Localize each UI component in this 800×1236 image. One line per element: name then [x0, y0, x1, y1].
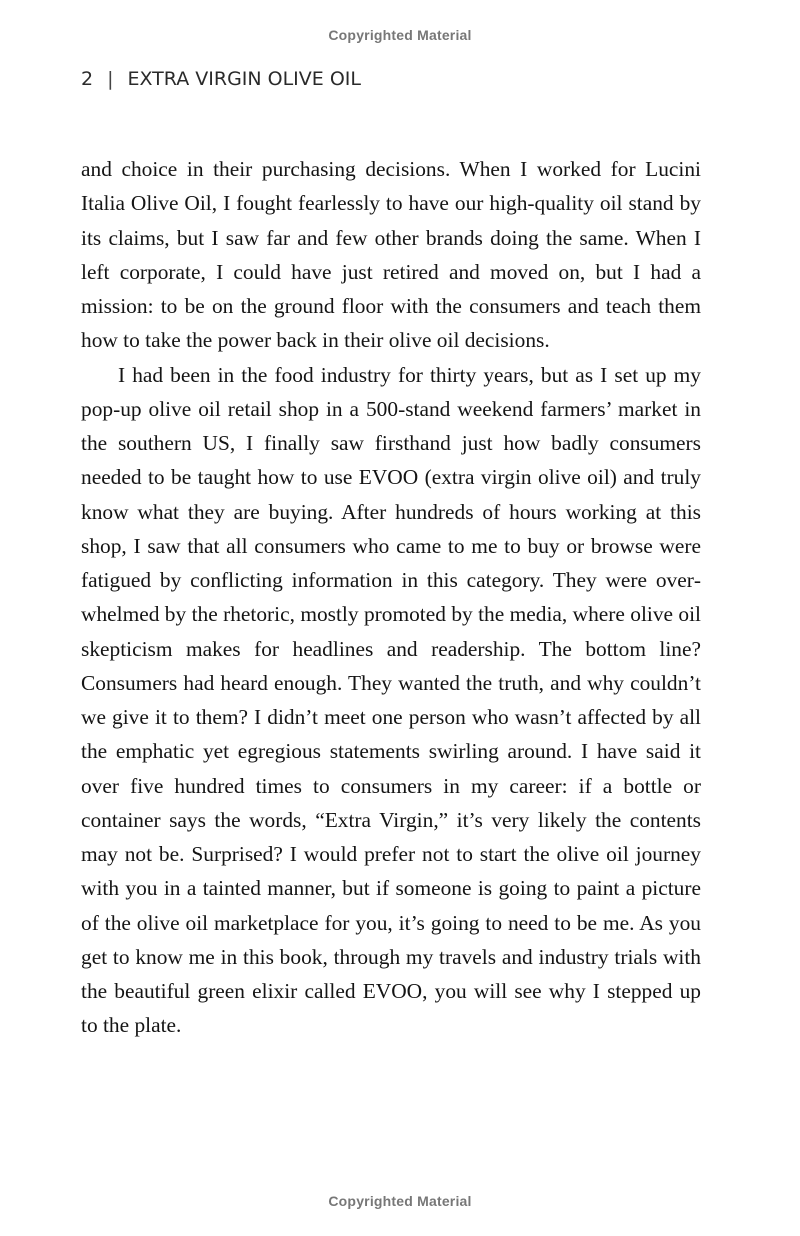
copyright-watermark-top: Copyrighted Material: [328, 27, 472, 43]
page-number: 2: [81, 68, 94, 90]
paragraph: I had been in the food industry for thirty years, but as I set up my pop-up olive oil retail shop in a 500-stand weekend farmers’ market in the southern US, I finally saw firsthand just how badly consumers needed to be taught how to use EVOO (extra virgin olive oil) and truly know what they are buying. After hundreds of hours working at this shop, I saw that all consumers who came to me to buy or browse were fatigued by conflicting information in this category. They were overwhelmed by the rhetoric, mostly promoted by the media, where olive oil skepticism makes for headlines and readership. The bottom line? Consumers had heard enough. They wanted the truth, and why couldn’t we give it to them? I didn’t meet one person who wasn’t affected by all the emphatic yet egregious statements swirling around. I have said it over five hundred times to consumers in my career: if a bottle or container says the words, “Extra Virgin,” it’s very likely the contents may not be. Surprised? I would prefer not to start the olive oil journey with you in a tainted manner, but if someone is going to paint a picture of the olive oil marketplace for you, it’s going to need to be me. As you get to know me in this book, through my travels and industry trials with the beautiful green elixir called EVOO, you will see why I stepped up to the plate.: [81, 362, 701, 1038]
paragraph-continued: and choice in their purchasing decisions. When I worked for Lucini Italia Olive Oil, I fought fearlessly to have our high-quality oil stand by its claims, but I saw far and few other brands doing the same. When I left corporate, I could have just retired and moved on, but I had a mission: to be on the ground floor with the consumers and teach them how to take the power back in their olive oil decisions.: [81, 157, 701, 353]
running-header: [81, 68, 361, 90]
book-title: EXTRA VIRGIN OLIVE OIL: [127, 68, 361, 90]
header-separator: |: [107, 68, 114, 90]
copyright-watermark-bottom: Copyrighted Material: [328, 1193, 472, 1209]
body-text: [81, 152, 701, 1043]
